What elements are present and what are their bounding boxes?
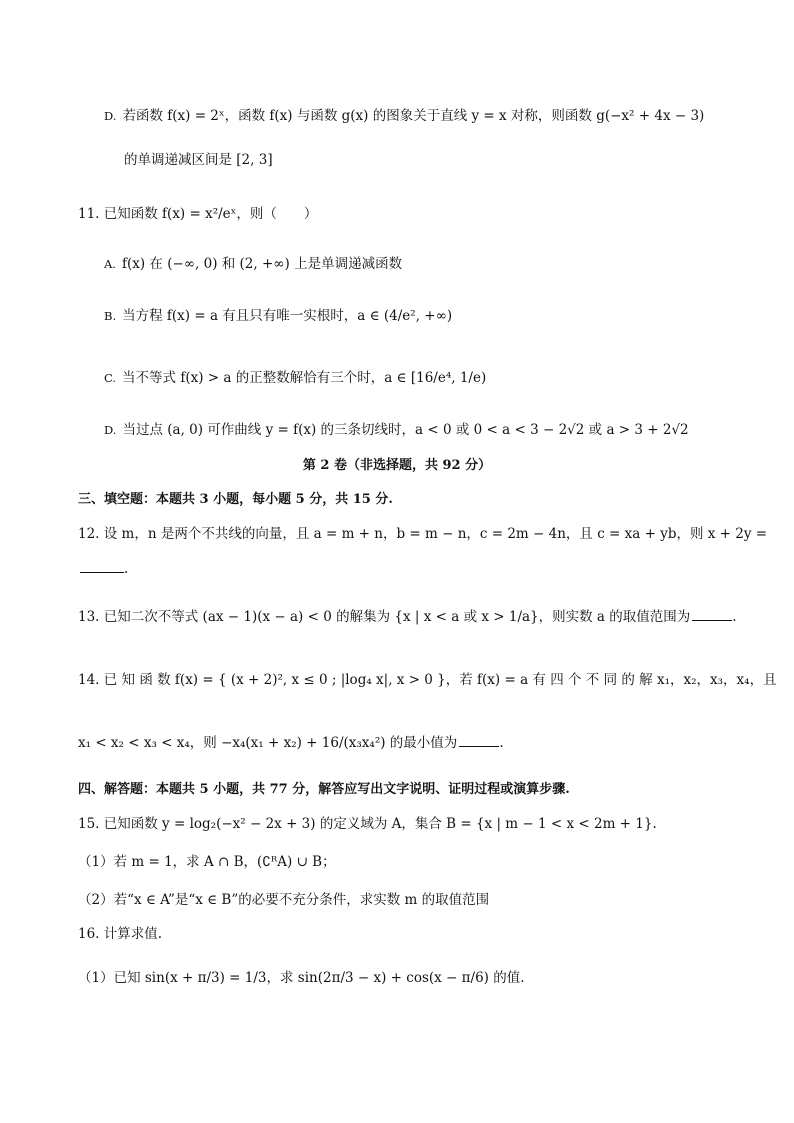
q15-part2: （2）若“x ∈ A”是“x ∈ B”的必要不充分条件，求实数 m 的取值范围: [78, 892, 490, 908]
q14-period: .: [499, 735, 504, 751]
answer-blank: [692, 606, 732, 621]
q15-part1: （1）若 m = 1，求 A ∩ B，(∁ᴿA) ∪ B；: [78, 854, 336, 870]
q11-option-c: [104, 368, 486, 388]
q11-option-d: [104, 420, 689, 440]
q10-option-d: [104, 106, 704, 126]
q12-line2: [78, 558, 128, 579]
section4-title: 四、解答题：本题共 5 小题，共 77 分，解答应写出文字说明、证明过程或演算步骤.: [78, 782, 570, 797]
option-text: 当不等式 f(x) > a 的正整数解恰有三个时，a ∈ [16/e⁴, 1/e): [122, 370, 487, 386]
q16-stem: 16. 计算求值.: [78, 926, 163, 942]
q14-line2: [78, 732, 504, 753]
answer-blank: [459, 732, 499, 747]
option-letter: D.: [104, 423, 117, 437]
q12-line1: 12. 设 m，n 是两个不共线的向量，且 a = m + n，b = m − n，c = 2m − 4n，且 c = xa + yb，则 x + 2y =: [78, 526, 768, 542]
option-letter: B.: [104, 309, 117, 323]
answer-blank: [80, 558, 124, 573]
q15-stem: 15. 已知函数 y = log₂(−x² − 2x + 3) 的定义域为 A，集合 B = {x | m − 1 < x < 2m + 1}.: [78, 816, 657, 832]
option-letter: C.: [104, 371, 117, 385]
q13-text: 13. 已知二次不等式 (ax − 1)(x − a) < 0 的解集为 {x | x < a 或 x > 1/a}，则实数 a 的取值范围为: [78, 609, 691, 625]
q13: [78, 606, 737, 627]
option-text: 当过点 (a, 0) 可作曲线 y = f(x) 的三条切线时，a < 0 或 0 < a < 3 − 2√2 或 a > 3 + 2√2: [122, 422, 689, 438]
part2-title: 第 2 卷（非选择题，共 92 分）: [302, 458, 492, 473]
option-text: f(x) 在 (−∞, 0) 和 (2, +∞) 上是单调递减函数: [121, 256, 403, 272]
option-text: 当方程 f(x) = a 有且只有唯一实根时，a ∈ (4/e², +∞): [122, 308, 453, 324]
q14-line1: 14. 已 知 函 数 f(x) = { (x + 2)², x ≤ 0 ; |log₄ x|, x > 0 }，若 f(x) = a 有 四 个 不 同 的 解 x₁，x₂，x₃，x₄，且: [78, 672, 777, 688]
q11-stem: 11. 已知函数 f(x) = x²/eˣ，则（ ）: [78, 206, 318, 222]
q13-period: .: [732, 609, 737, 625]
q11-option-a: [104, 254, 402, 274]
q16-part1: （1）已知 sin(x + π/3) = 1/3，求 sin(2π/3 − x) + cos(x − π/6) 的值.: [78, 970, 525, 986]
option-letter: D.: [104, 109, 117, 123]
section3-title: 三、填空题：本题共 3 小题，每小题 5 分，共 15 分.: [78, 492, 393, 507]
q12-period: .: [124, 561, 129, 577]
option-letter: A.: [104, 257, 116, 271]
q11-option-b: [104, 306, 452, 326]
q14-text: x₁ < x₂ < x₃ < x₄，则 −x₄(x₁ + x₂) + 16/(x₃x₄²) 的最小值为: [78, 735, 458, 751]
option-text: 若函数 f(x) = 2ˣ，函数 f(x) 与函数 g(x) 的图象关于直线 y = x 对称，则函数 g(−x² + 4x − 3): [122, 108, 705, 124]
q10-option-d-continued: 的单调递减区间是 [2, 3]: [124, 152, 273, 168]
